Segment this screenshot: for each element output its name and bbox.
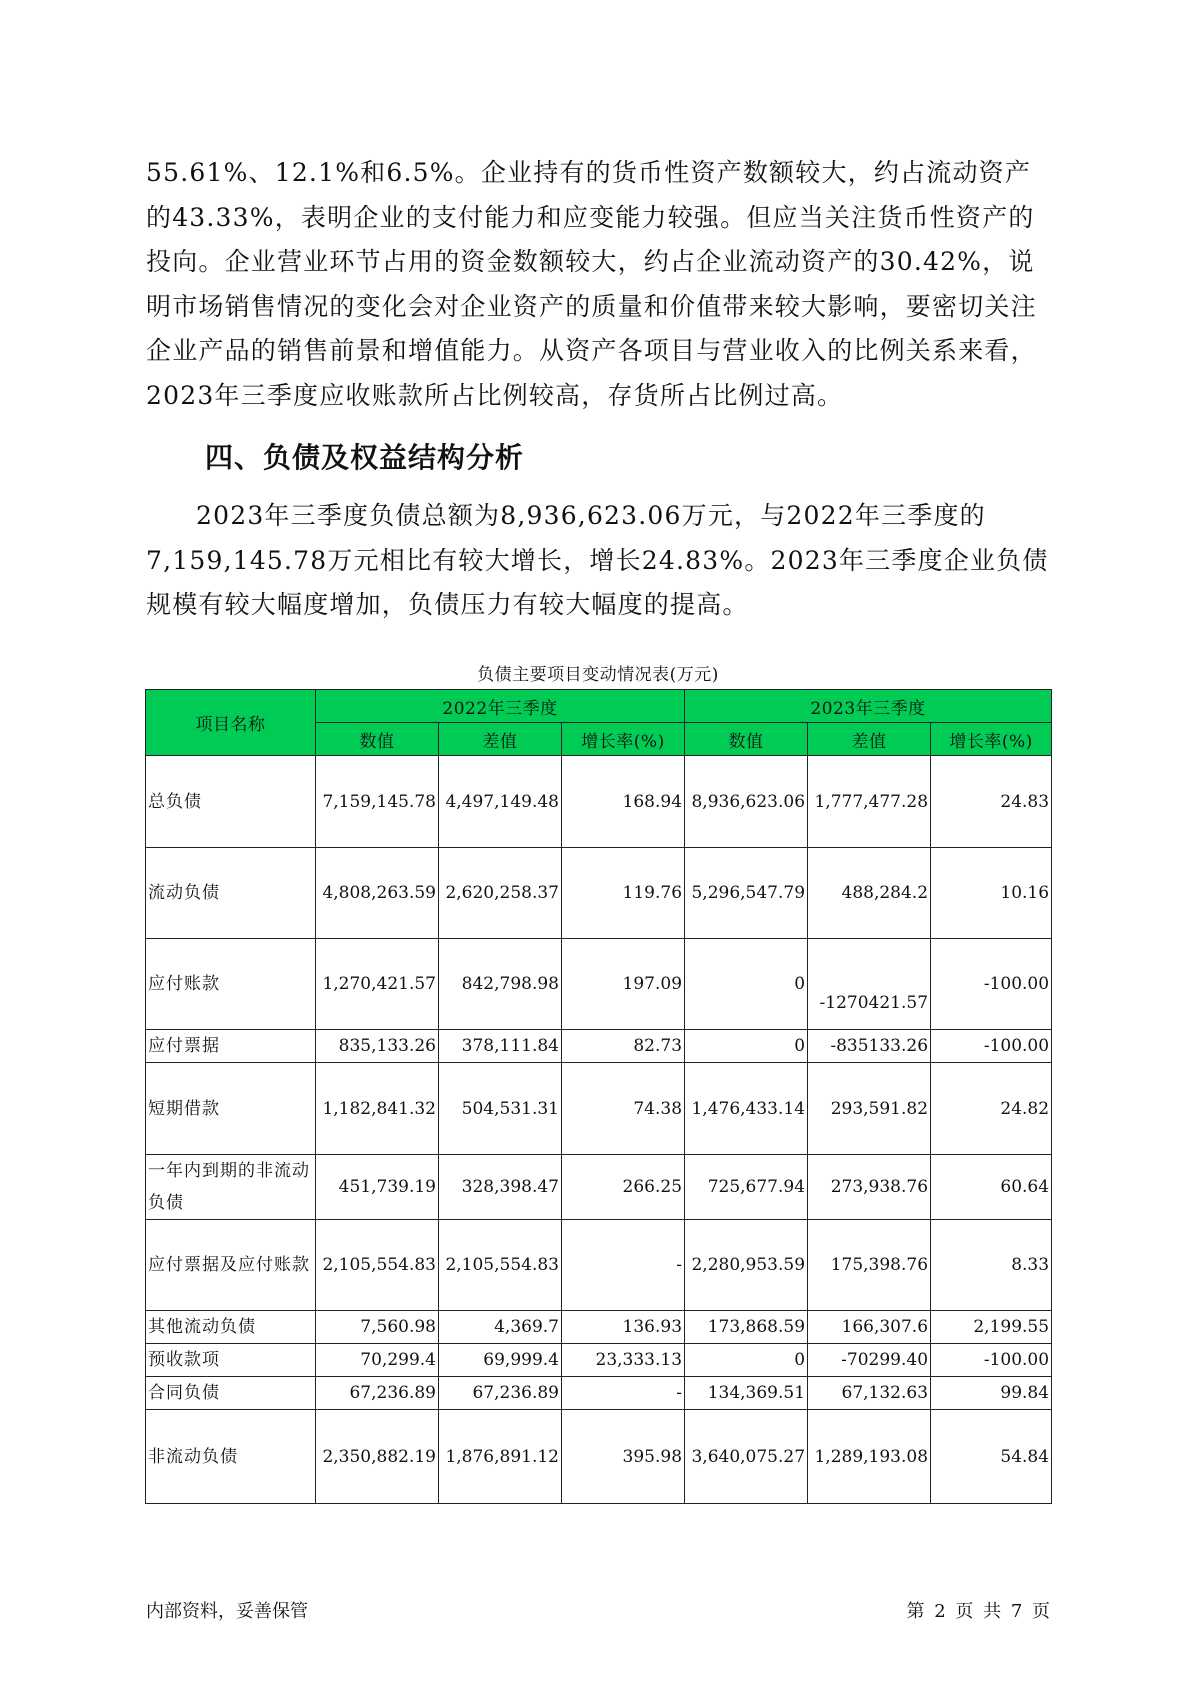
diff-2022: 328,398.47: [439, 1155, 562, 1220]
growth-2022: 82.73: [562, 1030, 685, 1063]
diff-2023: -835133.26: [808, 1030, 931, 1063]
header-diff-2022: 差值: [439, 723, 562, 756]
diff-2022: 1,876,891.12: [439, 1410, 562, 1504]
growth-2023: 10.16: [931, 848, 1052, 939]
value-2023: 0: [685, 1344, 808, 1377]
row-name: 一年内到期的非流动负债: [146, 1155, 316, 1220]
value-2022: 67,236.89: [316, 1377, 439, 1410]
liability-table: [145, 689, 1052, 1504]
growth-2023: -100.00: [931, 939, 1052, 1030]
paragraph-liability-summary: 2023年三季度负债总额为8,936,623.06万元，与2022年三季度的7,159,145.78万元相比有较大增长，增长24.83%。2023年三季度企业负债规模有较大幅度增加，负债压力有较大幅度的提高。: [146, 501, 1049, 619]
footer-page-number: 第 2 页 共 7 页: [906, 1601, 1050, 1622]
row-name: 预收款项: [146, 1344, 316, 1377]
growth-2022: 23,333.13: [562, 1344, 685, 1377]
row-name: 应付票据及应付账款: [146, 1220, 316, 1311]
growth-2023: -100.00: [931, 1344, 1052, 1377]
diff-2022: 842,798.98: [439, 939, 562, 1030]
value-2023: 3,640,075.27: [685, 1410, 808, 1504]
diff-2022: 4,497,149.48: [439, 756, 562, 848]
growth-2022: 74.38: [562, 1063, 685, 1155]
value-2022: 7,560.98: [316, 1311, 439, 1344]
table-row: [146, 939, 1052, 1030]
footer-confidential-note: 内部资料，妥善保管: [146, 1601, 308, 1622]
header-growth-2023: 增长率(%): [931, 723, 1052, 756]
growth-2022: 266.25: [562, 1155, 685, 1220]
growth-2023: -100.00: [931, 1030, 1052, 1063]
value-2023: 5,296,547.79: [685, 848, 808, 939]
value-2023: 0: [685, 939, 808, 1030]
growth-2023: 60.64: [931, 1155, 1052, 1220]
diff-2022: 4,369.7: [439, 1311, 562, 1344]
growth-2022: -: [562, 1220, 685, 1311]
value-2023: 134,369.51: [685, 1377, 808, 1410]
table-row: [146, 1344, 1052, 1377]
growth-2022: 395.98: [562, 1410, 685, 1504]
diff-2023: 488,284.2: [808, 848, 931, 939]
header-period-2023: 2023年三季度: [685, 690, 1052, 723]
paragraph-asset-analysis: 55.61%、12.1%和6.5%。企业持有的货币性资产数额较大，约占流动资产的43.33%，表明企业的支付能力和应变能力较强。但应当关注货币性资产的投向。企业营业环节占用的资金数额较大，约占企业流动资产的30.42%，说明市场销售情况的变化会对企业资产的质量和价值带来较大影响，要密切关注企业产品的销售前景和增值能力。从资产各项目与营业收入的比例关系来看，2023年三季度应收账款所占比例较高，存货所占比例过高。: [146, 158, 1037, 410]
growth-2023: 24.82: [931, 1063, 1052, 1155]
growth-2023: 24.83: [931, 756, 1052, 848]
row-name: 短期借款: [146, 1063, 316, 1155]
diff-2023: -1270421.57: [808, 939, 931, 1030]
header-item-name: 项目名称: [146, 690, 316, 756]
header-growth-2022: 增长率(%): [562, 723, 685, 756]
diff-2022: 69,999.4: [439, 1344, 562, 1377]
header-period-2022: 2022年三季度: [316, 690, 685, 723]
value-2022: 70,299.4: [316, 1344, 439, 1377]
growth-2022: 168.94: [562, 756, 685, 848]
table-row: [146, 1030, 1052, 1063]
diff-2022: 2,105,554.83: [439, 1220, 562, 1311]
value-2023: 2,280,953.59: [685, 1220, 808, 1311]
diff-2023: 1,777,477.28: [808, 756, 931, 848]
growth-2022: 136.93: [562, 1311, 685, 1344]
row-name: 其他流动负债: [146, 1311, 316, 1344]
value-2022: 2,350,882.19: [316, 1410, 439, 1504]
header-value-2022: 数值: [316, 723, 439, 756]
header-diff-2023: 差值: [808, 723, 931, 756]
diff-2023: 1,289,193.08: [808, 1410, 931, 1504]
growth-2022: -: [562, 1377, 685, 1410]
table-row: [146, 1311, 1052, 1344]
value-2023: 725,677.94: [685, 1155, 808, 1220]
table-row: [146, 1410, 1052, 1504]
value-2023: 0: [685, 1030, 808, 1063]
row-name: 应付账款: [146, 939, 316, 1030]
diff-2023: 175,398.76: [808, 1220, 931, 1311]
table-row: [146, 848, 1052, 939]
header-value-2023: 数值: [685, 723, 808, 756]
value-2022: 1,182,841.32: [316, 1063, 439, 1155]
value-2023: 8,936,623.06: [685, 756, 808, 848]
growth-2023: 2,199.55: [931, 1311, 1052, 1344]
table-row: [146, 1377, 1052, 1410]
value-2023: 173,868.59: [685, 1311, 808, 1344]
growth-2022: 119.76: [562, 848, 685, 939]
row-name: 非流动负债: [146, 1410, 316, 1504]
row-name: 合同负债: [146, 1377, 316, 1410]
growth-2022: 197.09: [562, 939, 685, 1030]
diff-2023: -70299.40: [808, 1344, 931, 1377]
table-caption: 负债主要项目变动情况表(万元): [477, 665, 719, 685]
diff-2022: 2,620,258.37: [439, 848, 562, 939]
diff-2023: 293,591.82: [808, 1063, 931, 1155]
value-2022: 451,739.19: [316, 1155, 439, 1220]
growth-2023: 99.84: [931, 1377, 1052, 1410]
value-2022: 7,159,145.78: [316, 756, 439, 848]
growth-2023: 8.33: [931, 1220, 1052, 1311]
growth-2023: 54.84: [931, 1410, 1052, 1504]
diff-2022: 378,111.84: [439, 1030, 562, 1063]
diff-2023: 67,132.63: [808, 1377, 931, 1410]
row-name: 应付票据: [146, 1030, 316, 1063]
table-row: [146, 1155, 1052, 1220]
value-2022: 835,133.26: [316, 1030, 439, 1063]
value-2022: 1,270,421.57: [316, 939, 439, 1030]
table-row: [146, 756, 1052, 848]
value-2023: 1,476,433.14: [685, 1063, 808, 1155]
diff-2023: 273,938.76: [808, 1155, 931, 1220]
diff-2022: 504,531.31: [439, 1063, 562, 1155]
diff-2023: 166,307.6: [808, 1311, 931, 1344]
row-name: 流动负债: [146, 848, 316, 939]
value-2022: 2,105,554.83: [316, 1220, 439, 1311]
row-name: 总负债: [146, 756, 316, 848]
value-2022: 4,808,263.59: [316, 848, 439, 939]
diff-2022: 67,236.89: [439, 1377, 562, 1410]
section-heading: 四、负债及权益结构分析: [205, 441, 525, 474]
table-row: [146, 1063, 1052, 1155]
table-row: [146, 1220, 1052, 1311]
